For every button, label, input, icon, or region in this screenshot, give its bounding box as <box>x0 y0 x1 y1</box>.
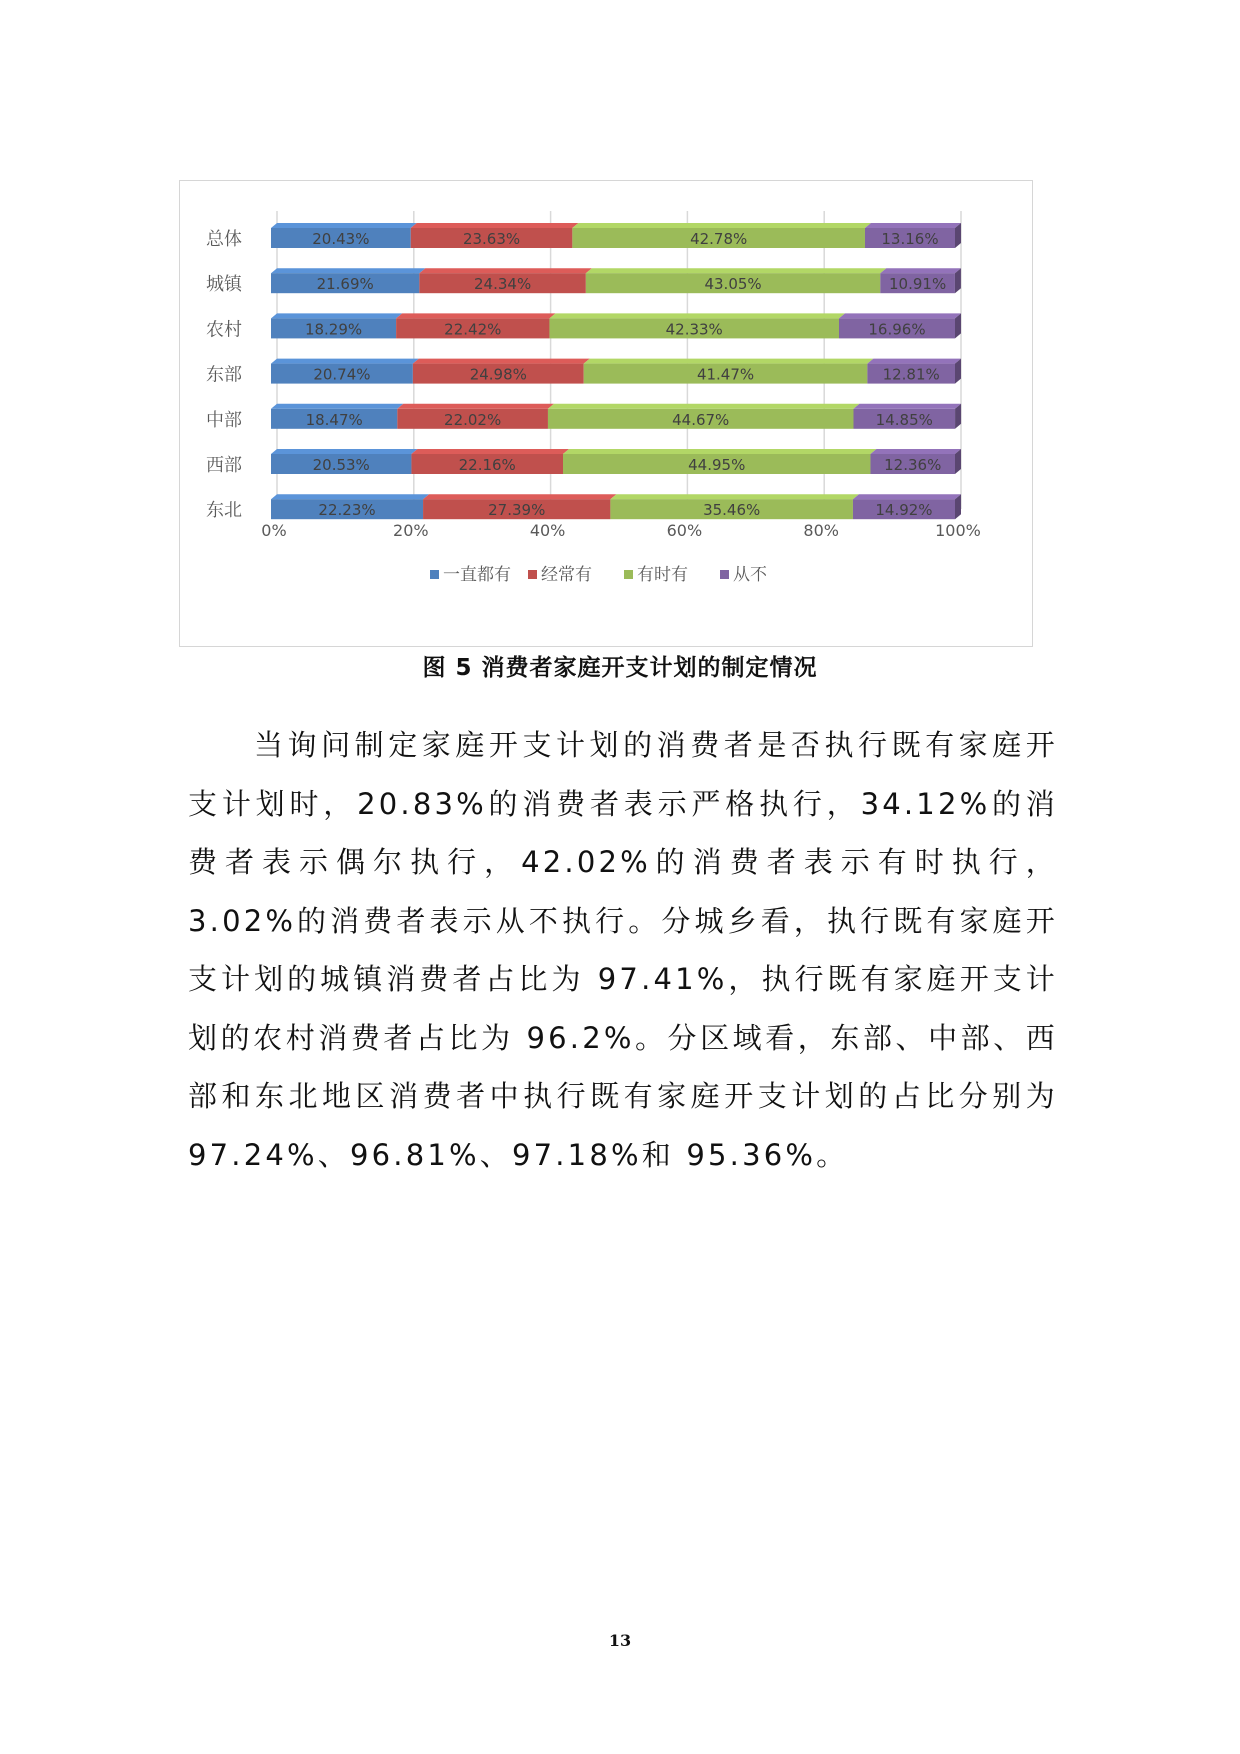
legend-swatch <box>624 570 633 579</box>
x-tick-label: 100% <box>935 521 981 540</box>
bar-segment <box>271 268 425 293</box>
data-label: 18.47% <box>305 410 363 429</box>
data-label: 41.47% <box>696 365 755 384</box>
bar-segment <box>411 223 579 248</box>
bar-segment-top <box>411 449 569 454</box>
bar-segment-top <box>413 359 590 364</box>
x-axis-ticks <box>261 521 981 540</box>
legend-label: 经常有 <box>541 565 592 585</box>
data-label: 18.29% <box>304 320 363 339</box>
bar-segment-top <box>411 223 579 228</box>
bar-segment <box>271 359 419 384</box>
bar-segment-top <box>271 449 417 454</box>
bar-segment <box>870 449 961 474</box>
bar-segment <box>396 313 555 338</box>
bar-segment <box>411 449 569 474</box>
data-label: 22.42% <box>444 320 502 339</box>
data-label: 20.74% <box>313 365 371 384</box>
legend-item <box>430 565 511 585</box>
bar-segment <box>271 404 403 429</box>
x-tick-label: 0% <box>261 521 287 540</box>
category-label: 中部 <box>206 409 242 431</box>
bar-segment-top <box>271 268 425 273</box>
figure-caption: 图 5 消费者家庭开支计划的制定情况 <box>422 655 818 681</box>
bar-segment-top <box>865 223 961 228</box>
legend-label: 一直都有 <box>443 565 511 585</box>
data-label: 44.67% <box>672 410 730 429</box>
data-label: 22.23% <box>318 501 376 520</box>
bar-segment-top <box>549 313 845 318</box>
bar-segment <box>271 223 417 248</box>
category-label: 总体 <box>206 229 242 250</box>
bar-segment-top <box>271 313 402 318</box>
data-label: 42.33% <box>665 320 723 339</box>
bar-segment-top <box>853 404 961 409</box>
legend-item <box>624 565 688 585</box>
data-label: 27.39% <box>488 501 546 520</box>
bar-segment <box>271 449 417 474</box>
bar-segment <box>865 223 961 248</box>
data-label: 13.16% <box>881 230 939 248</box>
data-label: 35.46% <box>703 501 761 520</box>
data-label: 14.85% <box>875 410 933 429</box>
legend-item <box>720 565 767 585</box>
bar-segment <box>584 359 874 384</box>
bar-segment-top <box>839 313 961 318</box>
bar-segment <box>867 359 961 384</box>
bar-segment-top <box>271 223 417 228</box>
x-tick-label: 40% <box>529 521 566 540</box>
chart-frame <box>179 180 1033 647</box>
bar-segment-top <box>867 359 961 364</box>
data-label: 20.53% <box>312 456 370 474</box>
bar-segment <box>572 223 871 248</box>
category-label: 东部 <box>206 364 242 386</box>
legend-item <box>528 565 592 585</box>
x-tick-label: 20% <box>393 521 429 540</box>
bar-segment <box>413 359 590 384</box>
data-label: 24.34% <box>474 275 532 294</box>
category-label: 农村 <box>206 319 242 341</box>
body-paragraph: 当询问制定家庭开支计划的消费者是否执行既有家庭开支计划时，20.83%的消费者表示严格执行，34.12%的消费者表示偶尔执行，42.02%的消费者表示有时执行，3.02%的消费者表示从不执行。分城乡看，执行既有家庭开支计划的城镇消费者占比为 97.41%，执行既有家庭开支计划的农村消费者占比为 96.2%。分区域看，东部、中部、西部和东北地区消费者中执行既有家庭开支计划的占比分别为 97.24%、96.81%、97.18%和 95.36%。 <box>188 728 1058 1172</box>
bar-segment <box>271 494 429 519</box>
category-label: 城镇 <box>206 274 242 296</box>
bar-segment <box>419 268 591 293</box>
bar-segment-top <box>853 494 961 499</box>
data-label: 12.36% <box>884 456 942 474</box>
bar-segment-top <box>584 359 874 364</box>
category-label: 西部 <box>206 455 242 476</box>
x-tick-label: 60% <box>666 521 703 540</box>
bar-segment <box>853 494 961 519</box>
bar-segment-top <box>271 359 419 364</box>
bars <box>206 223 961 521</box>
bar-segment-top <box>572 223 871 228</box>
bar-segment <box>880 268 961 293</box>
category-label: 东北 <box>206 500 242 522</box>
bar-segment <box>423 494 616 519</box>
bar-segment-top <box>548 404 860 409</box>
legend-swatch <box>720 570 729 579</box>
bar-segment-top <box>423 494 616 499</box>
legend <box>430 565 767 585</box>
data-label: 10.91% <box>889 275 947 294</box>
data-label: 22.16% <box>458 456 516 474</box>
data-label: 14.92% <box>875 501 933 520</box>
data-label: 21.69% <box>316 275 374 294</box>
bar-segment <box>839 313 961 338</box>
page-number: 13 <box>608 1631 632 1650</box>
bar-segment <box>563 449 876 474</box>
bar-segment <box>549 313 845 338</box>
bar-segment <box>853 404 961 429</box>
legend-swatch <box>528 570 537 579</box>
bar-segment <box>271 313 402 338</box>
legend-label: 有时有 <box>637 565 688 585</box>
data-label: 22.02% <box>444 410 502 429</box>
legend-label: 从不 <box>733 565 767 585</box>
bar-segment-top <box>586 268 886 273</box>
data-label: 43.05% <box>704 275 762 294</box>
data-label: 16.96% <box>868 320 926 339</box>
bar-segment-top <box>610 494 859 499</box>
data-label: 20.43% <box>312 230 370 248</box>
stacked-bar-chart <box>180 181 1034 648</box>
bar-segment-top <box>396 313 555 318</box>
bar-segment-top <box>870 449 961 454</box>
data-label: 23.63% <box>462 230 521 248</box>
legend-swatch <box>430 570 439 579</box>
data-label: 42.78% <box>690 230 748 248</box>
bar-segment-top <box>397 404 554 409</box>
data-label: 12.81% <box>882 365 940 384</box>
bar-segment-top <box>271 404 403 409</box>
bar-segment <box>610 494 859 519</box>
data-label: 44.95% <box>688 456 746 474</box>
bar-segment-top <box>419 268 591 273</box>
x-tick-label: 80% <box>803 521 839 540</box>
data-label: 24.98% <box>469 365 527 384</box>
bar-segment <box>397 404 554 429</box>
bar-segment-top <box>880 268 961 273</box>
bar-segment-top <box>563 449 876 454</box>
bar-segment <box>548 404 860 429</box>
bar-segment-top <box>271 494 429 499</box>
bar-segment <box>586 268 886 293</box>
